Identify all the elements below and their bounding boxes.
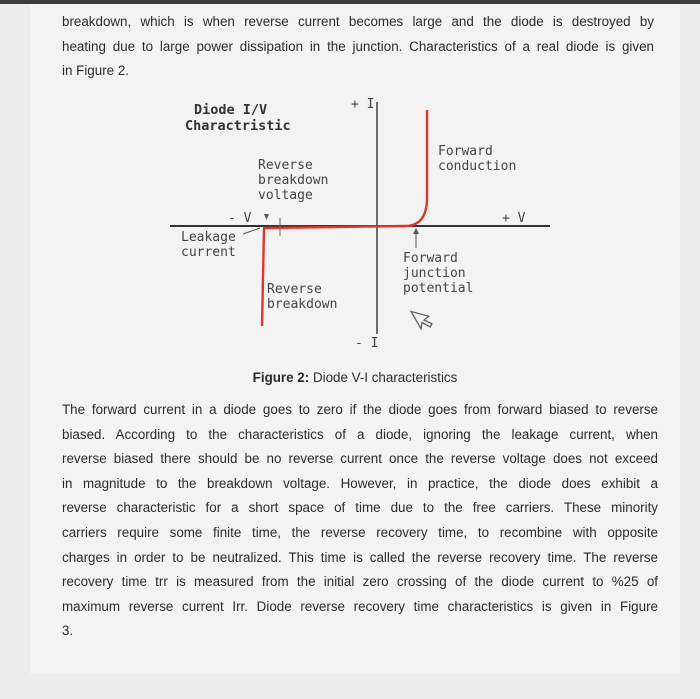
text-line: reverse biased there should be no reverse current once the reverse voltage does not exceed (62, 451, 658, 467)
text-line: heating due to large power dissipation in the junction. Characteristics of a real diode is given (62, 38, 654, 54)
figure-title-line1: Diode I/V (194, 102, 268, 118)
reverse-breakdown-voltage-label-1: Reverse (258, 158, 313, 173)
text-line: recovery time trr is measured from the initial zero crossing of the diode current to %25 of (62, 574, 658, 590)
text-line: carriers require some finite time, the reverse recovery time, to recombine with opposite (62, 524, 658, 540)
forward-junction-potential-label-2: junction (403, 266, 466, 281)
mouse-cursor-icon (411, 305, 434, 331)
caption-text: Diode V-I characteristics (309, 370, 458, 385)
leakage-pointer (243, 228, 260, 234)
reverse-breakdown-voltage-label-3: voltage (258, 188, 313, 203)
forward-junction-potential-label-3: potential (403, 281, 474, 296)
paragraph-bottom (62, 398, 658, 644)
text-line: biased. According to the characteristics of a diode, ignoring the leakage current, when (62, 426, 658, 442)
figure-caption (30, 370, 680, 385)
minus-v-label: - V (228, 211, 252, 226)
leakage-current-label-2: current (181, 245, 236, 260)
reverse-breakdown-voltage-label-2: breakdown (258, 173, 329, 188)
text-line: 3. (62, 623, 74, 639)
document-page (30, 4, 680, 674)
breakdown-arrow-icon (264, 214, 269, 220)
reverse-breakdown-label-1: Reverse (267, 282, 322, 297)
text-line: in Figure 2. (62, 63, 129, 79)
plus-i-label: + I (351, 97, 375, 112)
text-line: in magnitude to the breakdown voltage. However, in practice, the diode does exhibit a (62, 475, 658, 491)
diode-iv-figure (30, 4, 680, 364)
reverse-breakdown-label-2: breakdown (267, 297, 338, 312)
text-line: breakdown, which is when reverse current becomes large and the diode is destroyed by (62, 14, 654, 29)
leakage-current-label-1: Leakage (181, 230, 236, 245)
plus-v-label: + V (502, 211, 526, 226)
text-line: maximum reverse current Irr. Diode reverse recovery time characteristics is given in Figure (62, 598, 658, 614)
forward-junction-potential-label-1: Forward (403, 251, 458, 266)
text-line: The forward current in a diode goes to zero if the diode goes from forward biased to reverse (62, 402, 658, 417)
minus-i-label: - I (355, 336, 379, 351)
forward-conduction-label-1: Forward (438, 144, 493, 159)
text-line: charges in order to be neutralized. This time is called the reverse recovery time. The reverse (62, 549, 658, 565)
forward-conduction-label-2: conduction (438, 159, 517, 174)
junction-arrow-icon (413, 228, 419, 234)
text-line: reverse characteristic for a short space of time due to the free carriers. These minority (62, 500, 658, 516)
figure-title-line2: Charactristic (185, 118, 291, 134)
caption-label: Figure 2: (252, 370, 310, 385)
